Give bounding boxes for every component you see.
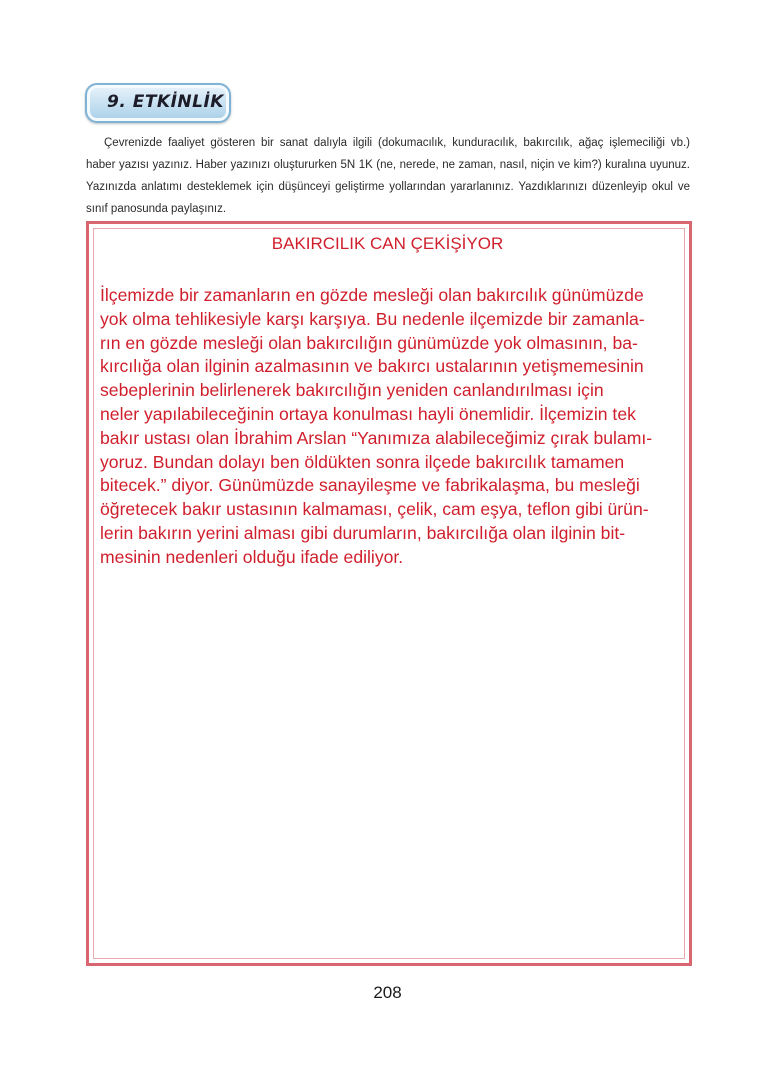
- article-line: kırcılığa olan ilginin azalmasının ve bakırcı ustalarının yetişmemesinin: [100, 356, 644, 377]
- article-line: mesinin nedenleri olduğu ifade ediliyor.: [100, 546, 404, 567]
- article-body: [100, 284, 680, 570]
- article-line: İlçemizde bir zamanların en gözde mesleği olan bakırcılık günümüzde: [100, 285, 644, 305]
- article-line: öğretecek bakır ustasının kalmaması, çelik, cam eşya, teflon gibi ürün-: [100, 499, 649, 520]
- article-line: lerin bakırın yerini alması gibi durumların, bakırcılığa olan ilginin bit-: [100, 522, 626, 543]
- activity-instructions: Çevrenizde faaliyet gösteren bir sanat dalıyla ilgili (dokumacılık, kunduracılık, bakırcılık, ağaç işlemeciliği vb.) haber yazısı yazınız. Haber yazınızı oluştururken 5N 1K (ne, nerede, ne zaman, nasıl, niçin ve kim?) kuralına uyunuz. Yazınızda anlatımı desteklemek için düşünceyi geliştirme yollarından yararlanınız. Yazdıklarınızı düzenleyip okul ve sınıf panosunda paylaşınız.: [86, 137, 690, 215]
- article-line: neler yapılabileceğinin ortaya konulması hayli önemlidir. İlçemizin tek: [100, 403, 636, 424]
- article-line: yok olma tehlikesiyle karşı karşıya. Bu nedenle ilçemizde bir zamanla-: [100, 308, 645, 329]
- article-title: BAKIRCILIK CAN ÇEKİŞİYOR: [271, 234, 504, 253]
- activity-badge: [85, 83, 231, 123]
- article-line: bitecek.” diyor. Günümüzde sanayileşme ve fabrikalaşma, bu mesleği: [100, 475, 640, 496]
- page-number: 208: [373, 983, 402, 1002]
- article-line: yoruz. Bundan dolayı ben öldükten sonra ilçede bakırcılık tamamen: [100, 451, 625, 472]
- activity-title: 9. ETKİNLİK: [107, 92, 224, 112]
- article-line: sebeplerinin belirlenerek bakırcılığın yeniden canlandırılması için: [100, 380, 604, 401]
- article-line: bakır ustası olan İbrahim Arslan “Yanımıza alabileceğimiz çırak bulamı-: [100, 427, 653, 448]
- article-line: rın en gözde mesleği olan bakırcılığın günümüzde yok olmasının, ba-: [100, 332, 638, 353]
